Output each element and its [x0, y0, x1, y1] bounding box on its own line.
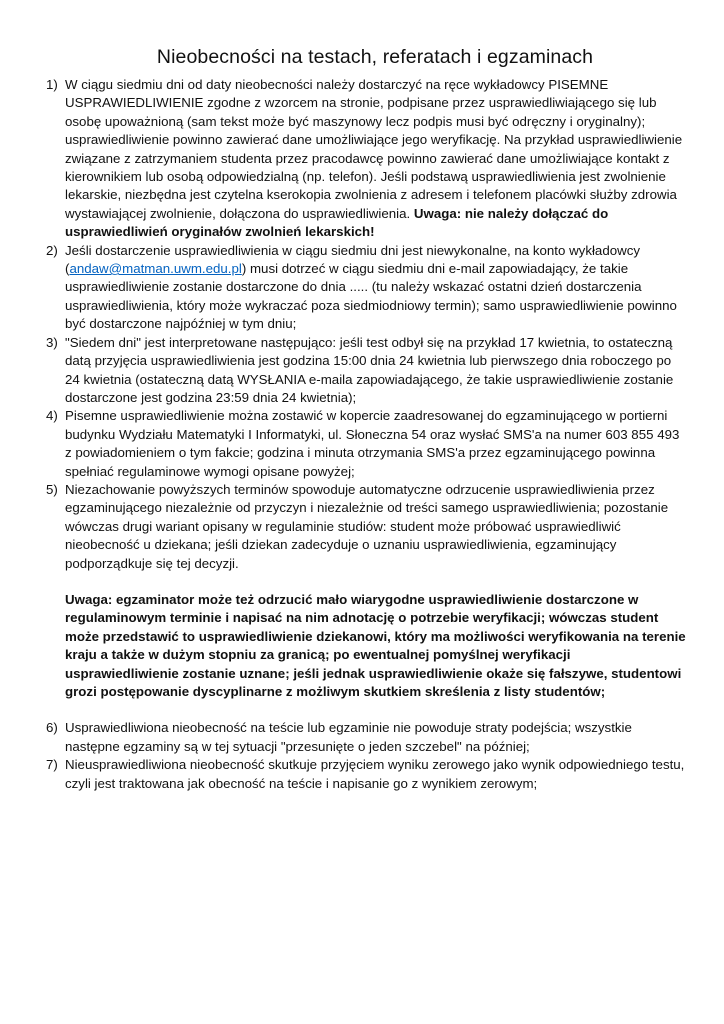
item-number: 6) — [46, 720, 58, 736]
item-number: 4) — [46, 408, 58, 424]
item-text: "Siedem dni" jest interpretowane następująco: jeśli test odbył się na przykład 17 kwietnia, to ostateczną datą przyjęcia usprawiedliwienia jest godzina 15:00 dnia 24 kwietnia lub pierwszego dnia roboczego po 24 kwietnia (ostateczną datą WYSŁANIA e-maila zapowiadającego, że takie usprawiedliwienie zostanie dostarczone jest godzina 23:59 dnia 24 kwietnia); — [65, 334, 674, 405]
item-text: Pisemne usprawiedliwienie można zostawić w kopercie zaadresowanej do egzaminującego w portierni budynku Wydziału Matematyki I Informatyki, ul. Słoneczna 54 oraz wysłać SMS'a na numer 603 855 493 z powiadomieniem o tym fakcie; godzina i minuta otrzymania SMS'a przez egzaminującego powinna spełniać regulaminowe wymogi opisane powyżej; — [65, 408, 680, 479]
list-item — [46, 242, 686, 334]
list-item — [46, 76, 686, 242]
item-text: Niezachowanie powyższych terminów spowoduje automatyczne odrzucenie usprawiedliwienia przez egzaminującego niezależnie od przyczyn i niezależnie od treści samego usprawiedliwienia; pozostanie wówczas drugi wariant opisany w regulaminie studiów: student może próbować usprawiedliwić nieobecność u dziekana; jeśli dziekan zadecyduje o uznaniu usprawiedliwienia, egzaminujący podporządkuje się tej decyzji. — [65, 481, 669, 571]
item-text: W ciągu siedmiu dni od daty nieobecności należy dostarczyć na ręce wykładowcy PISEMNE USPRAWIEDLIWIENIE zgodne z wzorcem na stronie, podpisane przez usprawiedliwiającego się lub osobę upoważnioną (sam tekst może być maszynowy lecz podpis musi być odręczny i oryginalny); usprawiedliwienie powinno zawierać dane umożliwiające jego weryfikację. Na przykład usprawiedliwienie związane z zatrzymaniem studenta przez pracodawcę powinno zawierać dane umożliwiające kontakt z kierownikiem lub osobą odpowiedzialną (np. telefon). Jeśli podstawą usprawiedliwienia jest zwolnienie lekarskie, niezbędna jest czytelna kserokopia zwolnienia z adresem i telefonem placówki służby zdrowia wystawiającej zwolnienie, dołączona do usprawiedliwienia. — [65, 77, 683, 221]
list-item — [46, 407, 686, 481]
item-number: 5) — [46, 481, 58, 497]
document-title: Nieobecności na testach, referatach i egzaminach — [156, 46, 594, 68]
list-item — [46, 481, 686, 573]
item-text-continued: ) musi dotrzeć w ciągu siedmiu dni e-mail zapowiadający, że takie usprawiedliwienie zostanie dostarczone do dnia ..... (tu należy wskazać ostatni dzień dostarczenia usprawiedliwienia, który może wykraczać poza siedmiodniowy termin); samo usprawiedliwienie powinno być dostarczone najpóźniej w tym dniu; — [65, 261, 677, 332]
document-page — [46, 44, 686, 793]
item-text: Usprawiedliwiona nieobecność na teście lub egzaminie nie powoduje straty podejścia; wszystkie następne egzaminy są w tej sytuacji "przesunięte o jeden szczebel" na później; — [65, 720, 632, 754]
item-number: 7) — [46, 757, 58, 773]
warning-paragraph: Uwaga: egzaminator może też odrzucić mało wiarygodne usprawiedliwienie dostarczone w regulaminowym terminie i napisać na nim adnotację o potrzebie weryfikacji; wówczas student może przedstawić to usprawiedliwienie dziekanowi, który ma możliwości weryfikowania na terenie kraju a także w dużym stopniu za granicą; po ewentualnej pomyślnej weryfikacji usprawiedliwienie zostanie uznane; jeśli jednak usprawiedliwienie okaże się fałszywe, studentowi grozi postępowanie dyscyplinarne z możliwym skutkiem skreślenia z listy studentów; — [65, 591, 686, 699]
rules-list-continued — [46, 719, 686, 793]
item-text: Jeśli dostarczenie usprawiedliwienia w ciągu siedmiu dni jest niewykonalne, na konto wykładowcy ( — [65, 242, 641, 277]
item-bold-note: Uwaga: nie należy dołączać do usprawiedliwień oryginałów zwolnień lekarskich! — [65, 205, 609, 240]
paragraph-spacer — [46, 701, 686, 719]
item-text: Nieusprawiedliwiona nieobecność skutkuje przyjęciem wyniku zerowego jako wynik odpowiedniego testu, czyli jest traktowana jak obecność na teście i napisanie go z wynikiem zerowym; — [65, 757, 685, 791]
list-item — [46, 756, 686, 793]
item-number: 3) — [46, 334, 58, 350]
email-link[interactable]: andaw@matman.uwm.edu.pl — [69, 261, 242, 277]
list-item — [46, 719, 686, 756]
list-item — [46, 334, 686, 408]
item-number: 2) — [46, 242, 58, 258]
item-number: 1) — [46, 77, 58, 92]
rules-list — [46, 76, 686, 573]
